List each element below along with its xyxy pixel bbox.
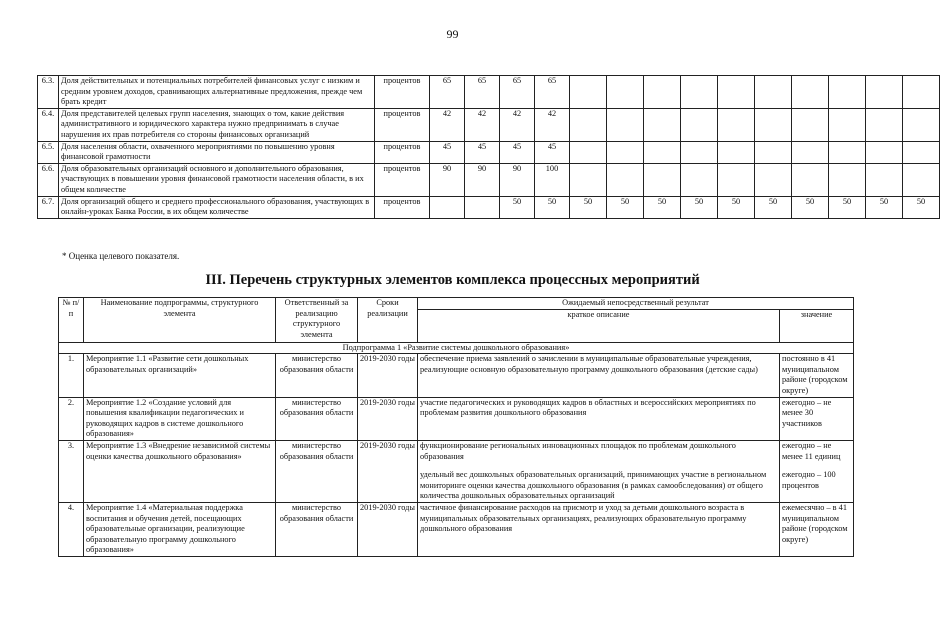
indicator-value — [829, 76, 866, 109]
indicator-value — [755, 141, 792, 163]
row-term: 2019-2030 годы — [358, 440, 418, 502]
indicator-value — [829, 163, 866, 196]
indicator-value — [829, 108, 866, 141]
row-description: участие педагогических и руководящих кадров в областных и всероссийских мероприятиях по проблемам развития дошкольного образования — [418, 397, 780, 440]
indicator-value — [430, 196, 465, 218]
indicator-value — [755, 76, 792, 109]
row-term: 2019-2030 годы — [358, 397, 418, 440]
indicator-value: 50 — [755, 196, 792, 218]
indicator-value: 45 — [500, 141, 535, 163]
header-name: Наименование подпрограммы, структурного элемента — [84, 298, 276, 343]
indicator-value: 50 — [681, 196, 718, 218]
row-term: 2019-2030 годы — [358, 502, 418, 556]
indicator-value — [570, 141, 607, 163]
indicator-value: 42 — [500, 108, 535, 141]
indicator-value: 45 — [465, 141, 500, 163]
indicator-unit: процентов — [375, 141, 430, 163]
indicator-value: 90 — [500, 163, 535, 196]
indicator-value: 90 — [430, 163, 465, 196]
header-responsible: Ответственный за реализацию структурного элемента — [276, 298, 358, 343]
indicator-value: 50 — [866, 196, 903, 218]
row-description-block — [418, 440, 780, 502]
row-name: Мероприятие 1.3 «Внедрение независимой системы оценки качества дошкольного образования» — [84, 440, 276, 502]
indicator-value: 50 — [500, 196, 535, 218]
indicator-value: 90 — [465, 163, 500, 196]
footnote: * Оценка целевого показателя. — [62, 251, 180, 261]
indicator-value — [570, 108, 607, 141]
indicator-value: 65 — [430, 76, 465, 109]
indicator-value: 42 — [535, 108, 570, 141]
indicator-value — [903, 76, 940, 109]
indicator-value — [465, 196, 500, 218]
row-description-secondary: удельный вес дошкольных образовательных организаций, принимающих участие в региональном мониторинге оценки качества дошкольного образования (в рамках самообследования) от общего количества дошкольных образовательных организаций — [420, 470, 767, 501]
indicator-value — [866, 76, 903, 109]
indicator-value — [792, 163, 829, 196]
indicator-unit: процентов — [375, 108, 430, 141]
indicator-value — [718, 108, 755, 141]
indicator-num: 6.7. — [38, 196, 59, 218]
indicator-value: 45 — [535, 141, 570, 163]
indicator-value: 50 — [535, 196, 570, 218]
row-name: Мероприятие 1.1 «Развитие сети дошкольных образовательных организаций» — [84, 354, 276, 397]
indicator-value — [792, 141, 829, 163]
indicator-value — [681, 141, 718, 163]
indicator-value: 42 — [465, 108, 500, 141]
indicator-value: 45 — [430, 141, 465, 163]
indicator-value — [903, 141, 940, 163]
indicator-name: Доля действительных и потенциальных потребителей финансовых услуг с низким и средним уровнем доходов, сравнивающих альтернативные предложения, прежде чем брать кредит — [59, 76, 375, 109]
indicator-value — [681, 163, 718, 196]
indicator-value — [755, 108, 792, 141]
indicator-value: 50 — [792, 196, 829, 218]
indicator-num: 6.3. — [38, 76, 59, 109]
row-value: постоянно в 41 муниципальном районе (городском округе) — [780, 354, 854, 397]
row-description: частичное финансирование расходов на присмотр и уход за детьми дошкольного возраста в муниципальных образовательных организациях, реализующих образовательную программу дошкольного образования — [418, 502, 780, 556]
indicator-value — [718, 141, 755, 163]
indicator-value — [792, 108, 829, 141]
indicator-unit: процентов — [375, 76, 430, 109]
row-value: ежемесячно – в 41 муниципальном районе (городском округе) — [780, 502, 854, 556]
row-name: Мероприятие 1.2 «Создание условий для повышения квалификации педагогических и руководящих кадров в системе дошкольного образования» — [84, 397, 276, 440]
table-row — [59, 440, 854, 502]
indicator-value — [570, 163, 607, 196]
indicator-value — [792, 76, 829, 109]
indicator-value — [644, 108, 681, 141]
header-num: № п/п — [59, 298, 84, 343]
indicator-value: 50 — [829, 196, 866, 218]
indicator-value: 42 — [430, 108, 465, 141]
row-term: 2019-2030 годы — [358, 354, 418, 397]
row-value-block — [780, 440, 854, 502]
indicators-table — [37, 75, 940, 219]
indicator-row — [38, 76, 940, 109]
indicator-value — [903, 163, 940, 196]
indicator-row — [38, 141, 940, 163]
row-num: 1. — [59, 354, 84, 397]
indicator-value: 50 — [718, 196, 755, 218]
row-value-secondary: ежегодно – 100 процентов — [782, 470, 836, 490]
indicator-name: Доля представителей целевых групп населения, знающих о том, какие действия административного и юридического характера нужно предпринимать в случае нарушения их прав потребителя со стороны финансовых организаций — [59, 108, 375, 141]
indicator-value — [607, 76, 644, 109]
section-title: III. Перечень структурных элементов комплекса процессных мероприятий — [205, 272, 700, 288]
row-description: обеспечение приема заявлений о зачислении в муниципальные образовательные учреждения, реализующие основную образовательную программу дошкольного образования (детские сады) — [418, 354, 780, 397]
header-value: значение — [780, 309, 854, 342]
header-result: Ожидаемый непосредственный результат — [418, 298, 854, 310]
indicator-value: 50 — [570, 196, 607, 218]
indicator-row — [38, 196, 940, 218]
indicator-value — [903, 108, 940, 141]
indicator-value — [644, 163, 681, 196]
indicator-row — [38, 163, 940, 196]
table-row — [59, 354, 854, 397]
header-term: Сроки реализации — [358, 298, 418, 343]
table-row — [59, 397, 854, 440]
indicator-value — [755, 163, 792, 196]
indicator-name: Доля населения области, охваченного мероприятиями по повышению уровня финансовой грамотности — [59, 141, 375, 163]
indicator-num: 6.4. — [38, 108, 59, 141]
indicator-row — [38, 108, 940, 141]
indicator-value — [866, 108, 903, 141]
row-value: ежегодно – не менее 30 участников — [780, 397, 854, 440]
subprogram-row: Подпрограмма 1 «Развитие системы дошкольного образования» — [59, 342, 854, 354]
indicator-name: Доля организаций общего и среднего профессионального образования, участвующих в онлайн-уроках Банка России, в их общем количестве — [59, 196, 375, 218]
row-name: Мероприятие 1.4 «Материальная поддержка воспитания и обучения детей, посещающих образовательные организации, реализующие образовательную программу дошкольного образования» — [84, 502, 276, 556]
indicator-value: 50 — [903, 196, 940, 218]
row-num: 3. — [59, 440, 84, 502]
indicator-value — [607, 163, 644, 196]
indicator-value: 100 — [535, 163, 570, 196]
row-responsible: министерство образования области — [276, 440, 358, 502]
indicator-value: 65 — [500, 76, 535, 109]
indicator-value: 65 — [535, 76, 570, 109]
indicator-value — [570, 76, 607, 109]
indicator-value — [644, 141, 681, 163]
indicator-value — [607, 108, 644, 141]
structural-elements-table — [58, 297, 854, 557]
table-row — [59, 502, 854, 556]
indicator-num: 6.6. — [38, 163, 59, 196]
indicator-value: 50 — [644, 196, 681, 218]
indicator-value — [607, 141, 644, 163]
indicator-value — [718, 76, 755, 109]
indicator-value — [644, 76, 681, 109]
row-responsible: министерство образования области — [276, 502, 358, 556]
indicator-value: 50 — [607, 196, 644, 218]
indicator-value — [681, 76, 718, 109]
indicator-value — [718, 163, 755, 196]
indicator-value — [681, 108, 718, 141]
indicator-unit: процентов — [375, 196, 430, 218]
indicator-num: 6.5. — [38, 141, 59, 163]
indicator-unit: процентов — [375, 163, 430, 196]
indicator-name: Доля образовательных организаций основного и дополнительного образования, участвующих в повышении уровня финансовой грамотности населения области, в их общем количестве — [59, 163, 375, 196]
header-description: краткое описание — [418, 309, 780, 342]
row-description: функционирование региональных инновационных площадок по проблемам дошкольного образования — [420, 440, 736, 461]
indicator-value: 65 — [465, 76, 500, 109]
row-responsible: министерство образования области — [276, 354, 358, 397]
row-value: ежегодно – не менее 11 единиц — [782, 440, 841, 461]
row-num: 4. — [59, 502, 84, 556]
row-num: 2. — [59, 397, 84, 440]
indicator-value — [866, 141, 903, 163]
page-number: 99 — [446, 27, 459, 41]
indicator-value — [866, 163, 903, 196]
indicator-value — [829, 141, 866, 163]
row-responsible: министерство образования области — [276, 397, 358, 440]
